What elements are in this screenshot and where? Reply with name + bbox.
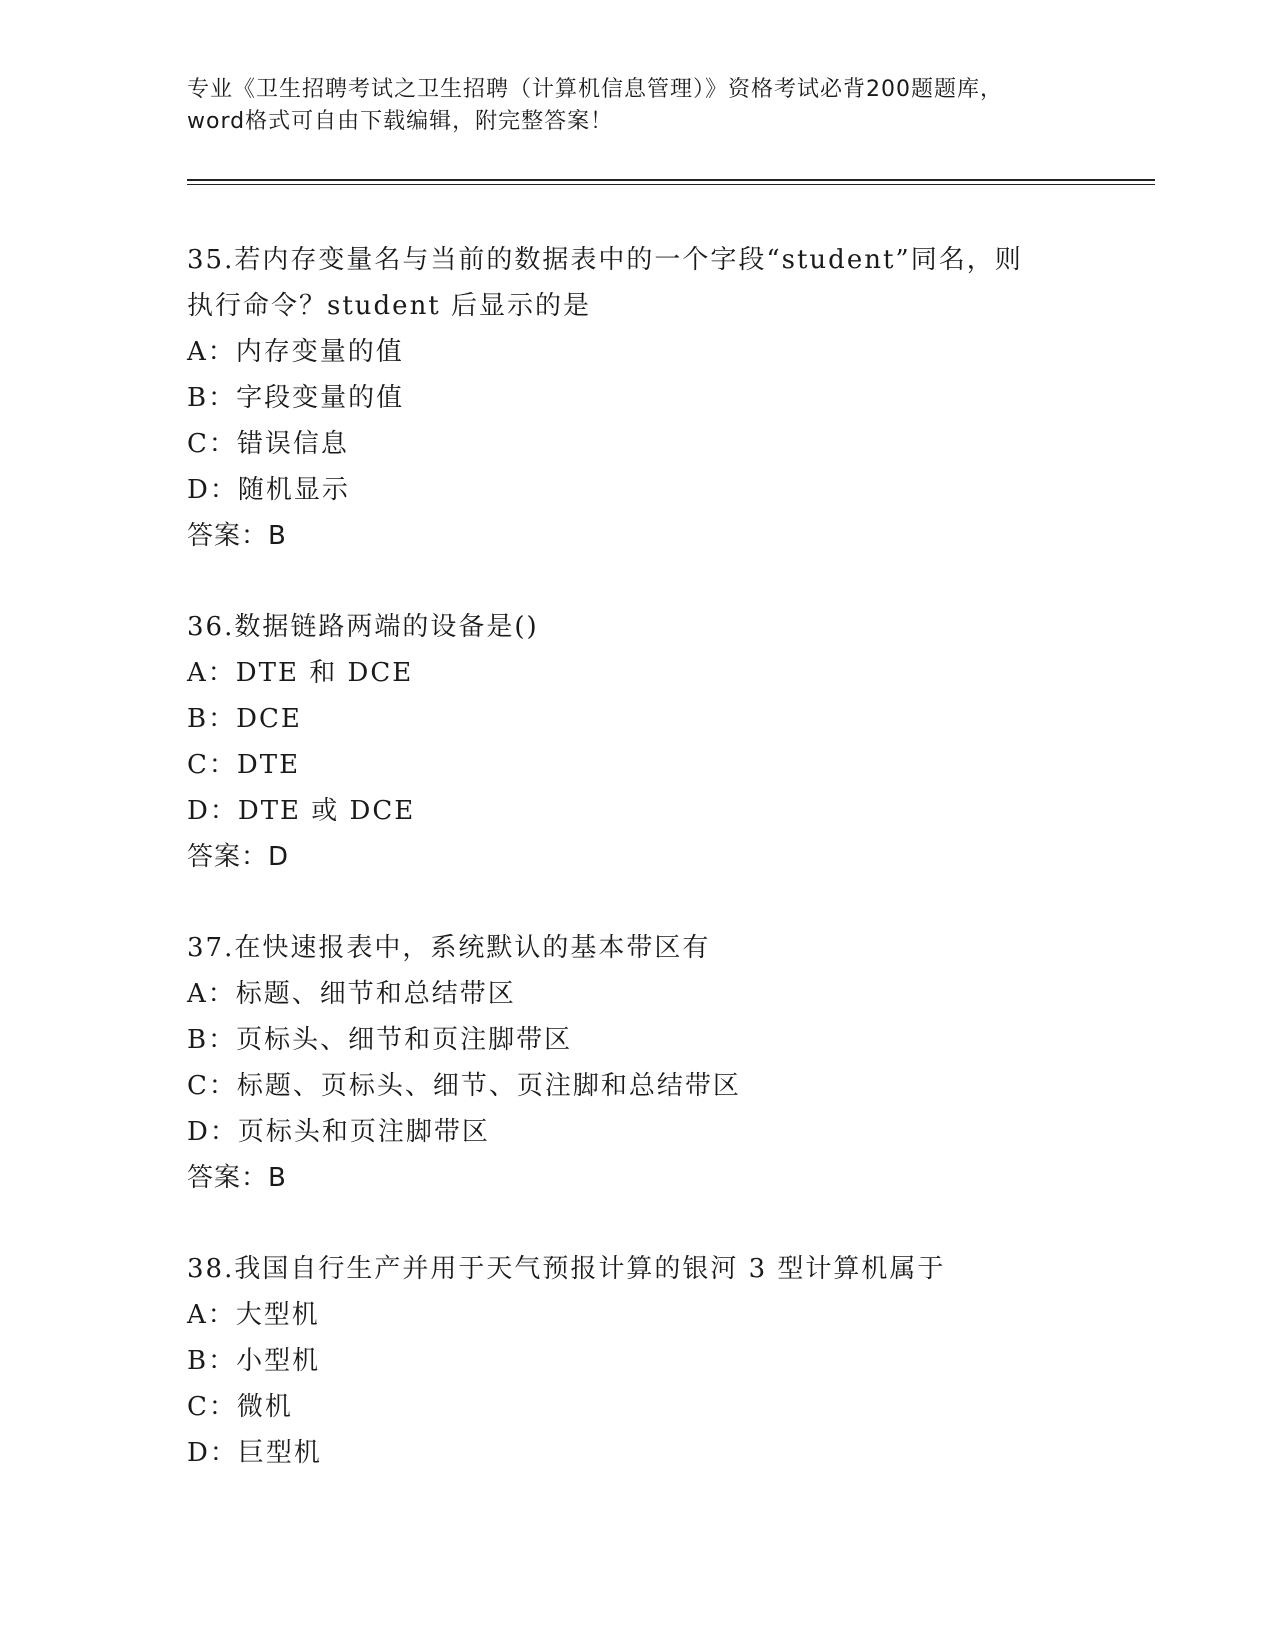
question-stem: 37.在快速报表中，系统默认的基本带区有: [187, 933, 711, 963]
option-d: D：页标头和页注脚带区: [187, 1117, 490, 1147]
option-a: A：内存变量的值: [187, 337, 404, 367]
answer-label: 答案：B: [187, 521, 287, 551]
question-list: [187, 237, 1067, 1521]
option-d: D：巨型机: [187, 1438, 322, 1468]
question-stem: 执行命令？student 后显示的是: [187, 291, 592, 321]
question-stem: 38.我国自行生产并用于天气预报计算的银河 3 型计算机属于: [187, 1254, 946, 1284]
option-d: D：随机显示: [187, 475, 350, 505]
option-a: A：标题、细节和总结带区: [187, 979, 516, 1009]
document-header: [187, 74, 1087, 138]
option-b: B：字段变量的值: [187, 383, 405, 413]
answer-label: 答案：B: [187, 1163, 287, 1193]
option-c: C：微机: [187, 1392, 293, 1422]
option-b: B：小型机: [187, 1346, 321, 1376]
option-a: A：DTE 和 DCE: [187, 658, 414, 688]
question-35: [187, 237, 1067, 559]
option-c: C：标题、页标头、细节、页注脚和总结带区: [187, 1071, 741, 1101]
option-c: C：DTE: [187, 750, 301, 780]
option-c: C：错误信息: [187, 429, 349, 459]
question-37: [187, 925, 1067, 1201]
option-a: A：大型机: [187, 1300, 320, 1330]
option-b: B：DCE: [187, 704, 302, 734]
question-36: [187, 604, 1067, 880]
header-divider-thin: [187, 184, 1155, 185]
question-stem: 35.若内存变量名与当前的数据表中的一个字段“student”同名，则: [187, 245, 1023, 275]
option-d: D：DTE 或 DCE: [187, 796, 416, 826]
header-divider: [187, 179, 1155, 181]
header-line-1: 专业《卫生招聘考试之卫生招聘（计算机信息管理）》资格考试必背200题题库，: [187, 77, 1003, 102]
question-38: [187, 1246, 1067, 1476]
question-stem: 36.数据链路两端的设备是(): [187, 612, 539, 642]
option-b: B：页标头、细节和页注脚带区: [187, 1025, 573, 1055]
header-line-2: word格式可自由下载编辑，附完整答案！: [187, 109, 614, 134]
answer-label: 答案：D: [187, 842, 290, 872]
